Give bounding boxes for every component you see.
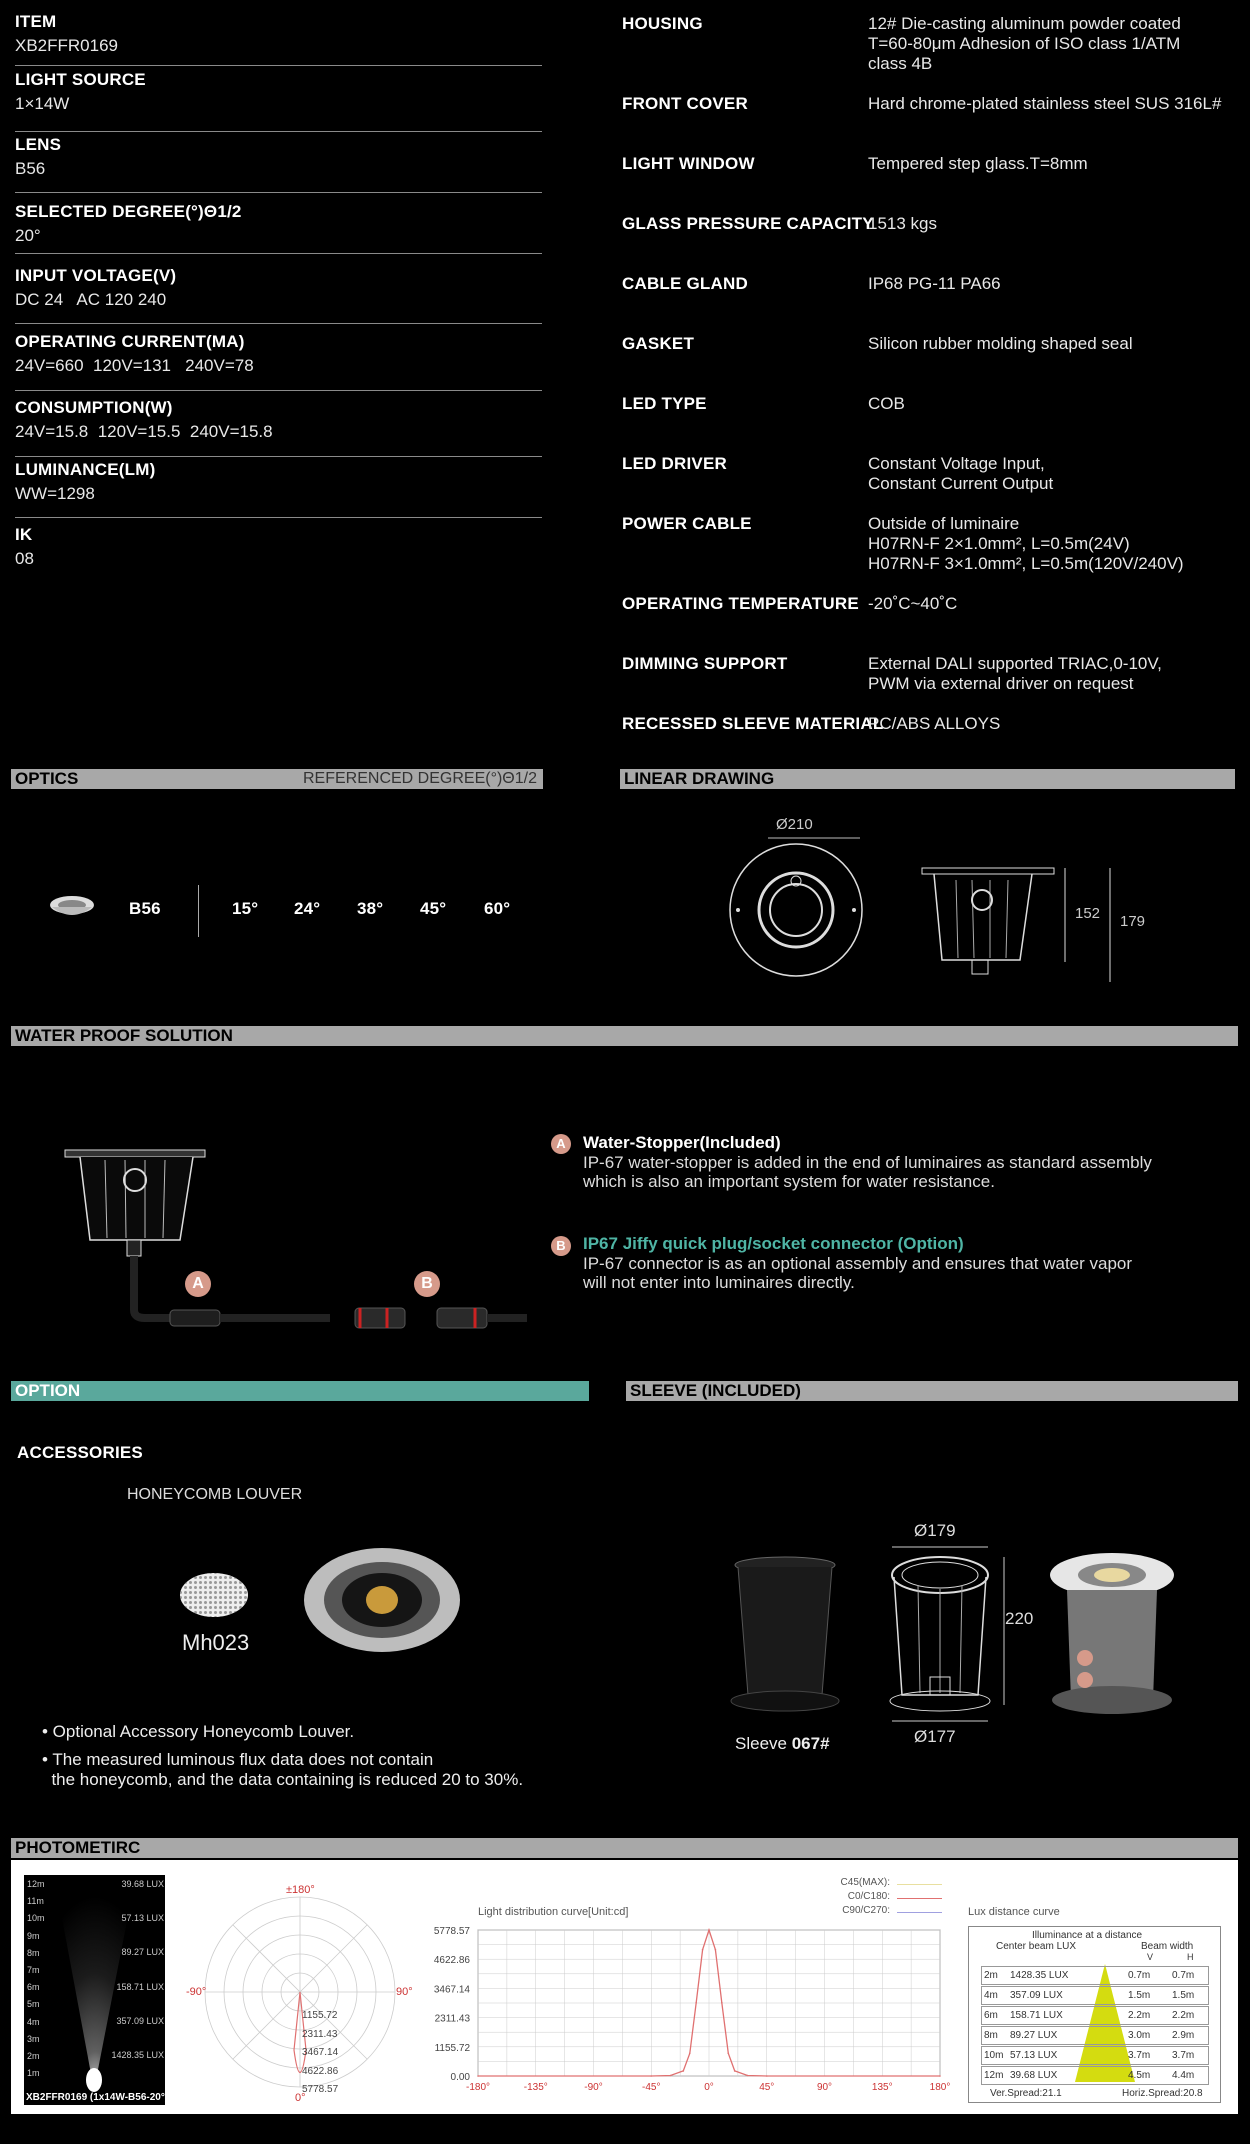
linear-h1-label: 152 <box>1075 905 1101 922</box>
linear-bar <box>620 769 1235 789</box>
series-point <box>734 2070 736 2072</box>
beam-model: XB2FFR0169 (1x14W-B56-20°) <box>26 2092 169 2103</box>
x-tick-label: -90° <box>584 2082 603 2093</box>
lux-row <box>981 1966 1209 1985</box>
spec-value: 12# Die-casting aluminum powder coated T=60-80μm Adhesion of ISO class 1/ATM class 4B <box>868 14 1181 73</box>
optics-ref-degree: REFERENCED DEGREE(°)Θ1/2 <box>303 770 537 787</box>
marker-a-text: A <box>192 1275 204 1292</box>
x-tick-label: 180° <box>929 2082 950 2093</box>
spec-label: LENS <box>15 135 62 154</box>
lux-cell: 0.7m <box>1128 1970 1151 1981</box>
spec-row-left <box>15 332 542 391</box>
beam-lux-label: 57.13 LUX <box>121 1913 164 1923</box>
polar-ring-label: 5778.57 <box>302 2084 339 2095</box>
lux-col-beam: Beam width <box>1141 1941 1194 1952</box>
marker-b-note-text: B <box>556 1238 566 1253</box>
connector-title: IP67 Jiffy quick plug/socket connector (Option) <box>583 1234 964 1253</box>
option-note-1: • Optional Accessory Honeycomb Louver. <box>42 1722 355 1741</box>
sleeve-top-dia: Ø179 <box>914 1521 956 1540</box>
spec-label: OPERATING CURRENT(MA) <box>15 332 245 351</box>
spec-row-left <box>15 12 542 66</box>
sleeve-title: SLEEVE (INCLUDED) <box>630 1381 801 1400</box>
x-tick-label: 45° <box>759 2082 775 2093</box>
series-point <box>477 2075 479 2077</box>
chart-title: Light distribution curve[Unit:cd] <box>478 1906 629 1918</box>
spec-value: -20˚C~40˚C <box>868 594 958 613</box>
spec-label: FRONT COVER <box>622 94 748 113</box>
option-title: OPTION <box>15 1381 81 1400</box>
lux-cell: 3.7m <box>1172 2050 1195 2061</box>
spec-row-left <box>15 135 542 193</box>
beam-distance-label: 12m <box>27 1879 45 1889</box>
legend-swatch <box>897 1898 942 1899</box>
spec-label: LUMINANCE(LM) <box>15 460 156 479</box>
water-stopper-text: IP-67 water-stopper is added in the end of luminaires as standard assembly which is also an important system for water resistance. <box>583 1153 1152 1191</box>
spec-value: 20° <box>15 226 41 245</box>
sleeve-height: 220 <box>1005 1609 1034 1628</box>
spec-value: Silicon rubber molding shaped seal <box>868 334 1133 353</box>
optics-title: OPTICS <box>15 769 79 788</box>
option-note-2: • The measured luminous flux data does not contain the honeycomb, and the data containing is reduced 20 to 30%. <box>42 1750 524 1789</box>
luminaire-with-louver-icon <box>302 1545 462 1655</box>
waterproof-illustration-icon <box>55 1140 535 1340</box>
spec-value: 1513 kgs <box>868 214 937 233</box>
connector-text: IP-67 connector is as an optional assembly and ensures that water vapor will not enter into luminaires directly. <box>583 1254 1133 1292</box>
legend-swatch <box>897 1912 942 1913</box>
lux-curve-title: Lux distance curve <box>968 1906 1060 1918</box>
spec-value: Outside of luminaire H07RN-F 2×1.0mm², L=0.5m(24V) H07RN-F 3×1.0mm², L=0.5m(120V/240V) <box>868 514 1184 573</box>
y-tick-label: 5778.57 <box>433 1926 470 1937</box>
lux-cell: 2.2m <box>1128 2010 1151 2021</box>
x-tick-label: 135° <box>871 2082 893 2093</box>
beam-distance-label: 11m <box>27 1896 44 1907</box>
spec-value: WW=1298 <box>15 484 95 503</box>
lux-cell: 357.09 LUX <box>1010 1990 1063 2001</box>
y-tick-label: 1155.72 <box>434 2042 470 2054</box>
lux-cell: 4.5m <box>1128 2070 1151 2081</box>
spec-label: DIMMING SUPPORT <box>622 654 788 673</box>
spec-value: B56 <box>15 159 46 178</box>
lux-cell: 4m <box>984 1990 998 2001</box>
lux-cell: 6m <box>984 2010 998 2021</box>
spec-row-left <box>15 266 542 324</box>
legend-label: C90/C270: <box>842 1905 890 1916</box>
light-distribution-chart <box>420 1918 950 2108</box>
optics-degree: 60° <box>484 899 511 918</box>
polar-ring-label: 1155.72 <box>302 2010 338 2021</box>
optics-degree: 38° <box>357 899 384 918</box>
spec-value: COB <box>868 394 905 413</box>
sleeve-label <box>735 1734 830 1754</box>
ver-spread: Ver.Spread:21.1 <box>990 2088 1062 2099</box>
series-point <box>708 1929 710 1931</box>
series-point <box>702 1949 704 1951</box>
lux-cell: 2.9m <box>1172 2030 1195 2041</box>
optics-divider <box>198 885 199 937</box>
series-point <box>766 2075 768 2077</box>
series-point <box>650 2075 652 2077</box>
sleeve-drawing-icon <box>884 1545 1034 1725</box>
marker-a-note-text: A <box>556 1136 566 1151</box>
marker-b-text: B <box>421 1275 433 1292</box>
lux-cell: 57.13 LUX <box>1010 2050 1058 2061</box>
spec-label: HOUSING <box>622 14 703 33</box>
lux-cell: 2m <box>984 1970 998 1981</box>
lux-cell: 12m <box>984 2070 1004 2081</box>
spec-value: 24V=15.8 120V=15.5 240V=15.8 <box>15 422 273 441</box>
spec-label: IK <box>15 525 33 544</box>
spec-label: CONSUMPTION(W) <box>15 398 173 417</box>
series-point <box>689 2052 691 2054</box>
spec-value: Hard chrome-plated stainless steel SUS 316L# <box>868 94 1222 113</box>
spec-value: 24V=660 120V=131 240V=78 <box>15 356 254 375</box>
spec-row-left <box>15 70 542 132</box>
lux-cell: 1.5m <box>1172 1990 1195 2001</box>
spec-row-left <box>15 202 542 254</box>
series-point <box>721 2002 723 2004</box>
series-point <box>695 2002 697 2004</box>
beam-lux-label: 158.71 LUX <box>116 1982 164 1992</box>
lux-cell: 10m <box>984 2050 1004 2061</box>
lux-col-center: Center beam LUX <box>996 1941 1077 1952</box>
polar-top-label: ±180° <box>286 1884 315 1896</box>
beam-lux-label: 89.27 LUX <box>121 1947 164 1957</box>
sleeve-body-icon <box>730 1555 840 1715</box>
spec-row-left <box>15 398 542 457</box>
lux-row <box>981 2006 1209 2025</box>
linear-h2-label: 179 <box>1120 913 1146 930</box>
beam-lux-label: 357.09 LUX <box>116 2016 164 2026</box>
beam-lux-label: 1428.35 LUX <box>111 2050 164 2060</box>
beam-distance-label: 8m <box>27 1947 40 1958</box>
marker-a-note <box>551 1134 571 1154</box>
spec-label: GASKET <box>622 334 695 353</box>
x-tick-label: -45° <box>642 2082 661 2093</box>
sleeve-bar <box>626 1381 1238 1401</box>
series-point <box>727 2052 729 2054</box>
y-tick-label: 3467.14 <box>433 1984 470 1996</box>
polar-ring-label: 4622.86 <box>302 2065 339 2077</box>
marker-a-illustration <box>185 1271 211 1297</box>
spec-label: OPERATING TEMPERATURE <box>622 594 859 613</box>
series-point <box>747 2075 749 2077</box>
series-point <box>939 2075 941 2077</box>
lux-cell: 39.68 LUX <box>1010 2070 1058 2081</box>
spec-label: LIGHT SOURCE <box>15 70 146 89</box>
spec-value: IP68 PG-11 PA66 <box>868 274 1001 293</box>
spec-value: Constant Voltage Input, Constant Current Output <box>868 454 1054 493</box>
sleeve-label-prefix: Sleeve <box>735 1734 792 1753</box>
lux-cell: 0.7m <box>1172 1970 1195 1981</box>
x-tick-label: 90° <box>816 2082 833 2093</box>
legend-label: C0/C180: <box>847 1891 890 1902</box>
lux-row <box>981 2046 1209 2065</box>
marker-b-note <box>551 1236 571 1256</box>
spec-value: Tempered step glass.T=8mm <box>868 154 1088 173</box>
lux-row <box>981 2026 1209 2045</box>
y-tick-label: 2311.43 <box>434 2013 470 2025</box>
spec-value: DC 24 AC 120 240 <box>15 290 167 309</box>
optics-bar <box>11 769 543 789</box>
lux-cell: 3.7m <box>1128 2050 1151 2061</box>
lux-table-title: Illuminance at a distance <box>1032 1930 1143 1941</box>
y-tick-label: 4622.86 <box>433 1955 470 1967</box>
beam-distance-label: 10m <box>27 1913 45 1924</box>
beam-distance-label: 2m <box>27 2051 40 2061</box>
optics-lens: B56 <box>129 899 161 918</box>
option-bar <box>11 1381 589 1401</box>
series-point <box>670 2075 672 2077</box>
spec-label: GLASS PRESSURE CAPACITY <box>622 214 874 233</box>
lux-cell: 8m <box>984 2030 998 2041</box>
lens-icon <box>48 893 96 923</box>
waterproof-bar <box>11 1026 1238 1046</box>
beam-distance-label: 3m <box>27 2033 40 2044</box>
x-tick-label: -135° <box>523 2082 548 2093</box>
lux-cell: 2.2m <box>1172 2010 1195 2021</box>
lux-cell: 1.5m <box>1128 1990 1151 2001</box>
polar-right-label: 90° <box>396 1986 413 1998</box>
beam-distance-label: 5m <box>27 1999 40 2010</box>
louver-label: HONEYCOMB LOUVER <box>127 1486 303 1503</box>
spec-value: External DALI supported TRIAC,0-10V, PWM via external driver on request <box>868 654 1162 693</box>
optics-degree: 15° <box>232 899 259 918</box>
spec-value: 1×14W <box>15 94 70 113</box>
spec-row-left <box>15 460 542 518</box>
lux-row <box>981 2066 1209 2085</box>
spec-label: LED TYPE <box>622 394 707 413</box>
marker-b-illustration <box>414 1271 440 1297</box>
spec-value: 08 <box>15 549 34 568</box>
linear-dia-label: Ø210 <box>776 816 813 833</box>
hor-spread: Horiz.Spread:20.8 <box>1122 2088 1203 2099</box>
spec-label: LIGHT WINDOW <box>622 154 755 173</box>
optics-degree: 45° <box>420 899 447 918</box>
sleeve-label-code: 067# <box>791 1734 830 1753</box>
spec-label: RECESSED SLEEVE MATERIAL <box>622 714 884 733</box>
spec-value: XB2FFR0169 <box>15 36 118 55</box>
polar-left-label: -90° <box>186 1986 207 1998</box>
honeycomb-louver-icon <box>178 1570 250 1620</box>
louver-code: Mh023 <box>182 1630 250 1655</box>
y-tick-label: 0.00 <box>450 2072 470 2083</box>
spec-value: PC/ABS ALLOYS <box>868 714 1001 733</box>
water-stopper-title: Water-Stopper(Included) <box>583 1133 781 1152</box>
spec-label: ITEM <box>15 12 57 31</box>
sleeve-bottom-dia: Ø177 <box>914 1727 956 1746</box>
spec-label: CABLE GLAND <box>622 274 748 293</box>
spec-label: INPUT VOLTAGE(V) <box>15 266 177 285</box>
beam-distance-label: 6m <box>27 1982 40 1993</box>
beam-distance-label: 9m <box>27 1930 40 1941</box>
photometric-title: PHOTOMETIRC <box>15 1838 141 1857</box>
polar-ring-label: 2311.43 <box>302 2028 338 2040</box>
optics-degree: 24° <box>294 899 321 918</box>
x-tick-label: -180° <box>465 2082 491 2093</box>
lux-cell: 4.4m <box>1172 2070 1195 2081</box>
x-tick-label: 0° <box>704 2082 714 2093</box>
series-point <box>715 1949 717 1951</box>
waterproof-title: WATER PROOF SOLUTION <box>15 1026 233 1045</box>
beam-distance-label: 7m <box>27 1965 40 1975</box>
spec-label: POWER CABLE <box>622 514 752 533</box>
spec-label: SELECTED DEGREE(°)Θ1/2 <box>15 202 242 221</box>
lux-col-v: V <box>1147 1952 1154 1962</box>
legend-swatch <box>897 1884 942 1885</box>
accessories-heading: ACCESSORIES <box>17 1443 143 1462</box>
beam-distance-label: 1m <box>27 2068 40 2079</box>
linear-title: LINEAR DRAWING <box>624 769 775 788</box>
polar-ring-label: 3467.14 <box>302 2047 339 2058</box>
lux-cell: 89.27 LUX <box>1010 2030 1058 2041</box>
lux-cell: 3.0m <box>1128 2030 1151 2041</box>
spec-label: LED DRIVER <box>622 454 727 473</box>
lux-row <box>981 1986 1209 2005</box>
sleeve-installed-icon <box>1045 1550 1180 1720</box>
polar-bottom-label: 0° <box>295 2092 306 2104</box>
beam-lux-label: 39.68 LUX <box>121 1879 164 1889</box>
lux-cell: 158.71 LUX <box>1010 2010 1063 2021</box>
beam-distance-label: 4m <box>27 2016 40 2027</box>
legend-label: C45(MAX): <box>840 1877 890 1888</box>
series-point <box>683 2070 685 2072</box>
photometric-bar <box>11 1838 1238 1858</box>
lux-col-h: H <box>1187 1952 1194 1962</box>
lux-cell: 1428.35 LUX <box>1010 1970 1069 1981</box>
